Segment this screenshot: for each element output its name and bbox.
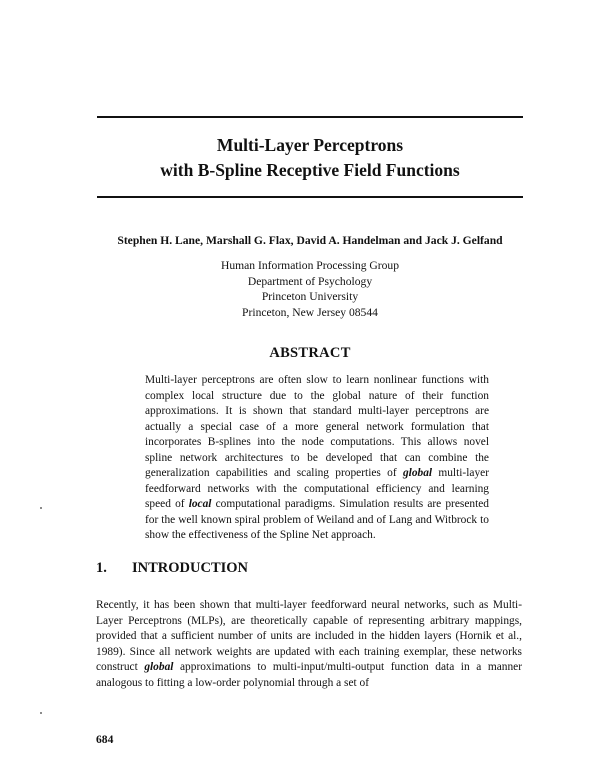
affiliation-department: Department of Psychology xyxy=(247,274,373,288)
page-number: 684 xyxy=(96,733,114,746)
affiliation xyxy=(150,258,470,320)
paper-title-line-1: Multi-Layer Perceptrons xyxy=(216,135,404,155)
introduction-body xyxy=(96,598,522,692)
affiliation-university: Princeton University xyxy=(261,290,359,303)
abstract-text-3: computational paradigms. Simulation results are presented for the well known spiral problem of Weiland and of Lang and Witbrock to show the effectiveness of the Spline Net approach. xyxy=(145,498,489,541)
section-title: INTRODUCTION xyxy=(132,560,249,576)
affiliation-group: Human Information Processing Group xyxy=(220,259,400,272)
affiliation-address: Princeton, New Jersey 08544 xyxy=(242,305,378,319)
abstract-heading: ABSTRACT xyxy=(269,345,351,361)
intro-text-1: Recently, it has been shown that multi-layer feedforward neural networks, such as Multi-Layer Perceptrons (MLPs), are theoretically capable of representing arbitrary mappings, provided that a sufficient number of units are included in the hidden layers (Hornik et al., 1989). Since all network weights are updated with each training exemplar, these networks construct xyxy=(96,599,522,674)
abstract-emphasis-global: global xyxy=(402,467,433,479)
scan-speck xyxy=(40,712,42,714)
intro-text-2: approximations to multi-input/multi-output function data in a manner analogous to fitting a low-order polynomial through a set of xyxy=(96,661,522,689)
scan-speck xyxy=(40,507,42,509)
author-list: Stephen H. Lane, Marshall G. Flax, David A. Handelman and Jack J. Gelfand xyxy=(117,234,503,247)
section-heading-introduction xyxy=(96,560,248,577)
bottom-rule xyxy=(97,196,523,198)
top-rule xyxy=(97,116,523,118)
abstract-body xyxy=(145,373,489,544)
section-number: 1. xyxy=(96,560,107,576)
abstract-text-2: multi-layer feedforward networks with the computational efficiency and learning speed of xyxy=(145,467,489,510)
abstract-emphasis-local: local xyxy=(188,498,212,510)
intro-emphasis-global: global xyxy=(144,661,174,674)
abstract-text-1: Multi-layer perceptrons are often slow to learn nonlinear functions with complex local structure due to the global nature of their function approximations. It is shown that standard multi-layer perceptrons are actually a special case of a more general network formulation that incorporates B-splines into the node computations. This allows novel spline network architectures to be developed that can combine the generalization capabilities and scaling properties of xyxy=(145,374,489,479)
paper-title-line-2: with B-Spline Receptive Field Functions xyxy=(160,160,460,180)
